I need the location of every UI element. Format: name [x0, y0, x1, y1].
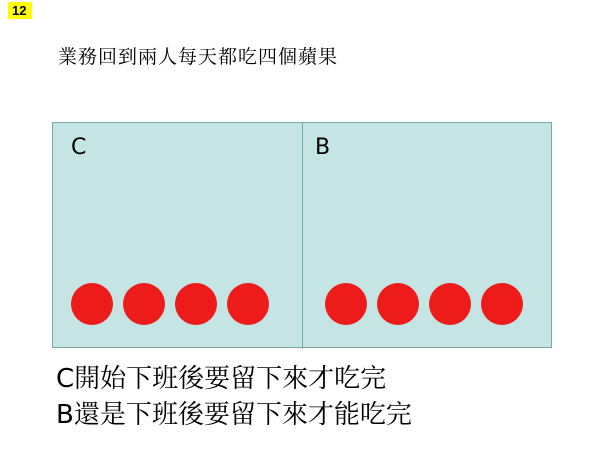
apple-icon	[175, 283, 217, 325]
caption-line-2: B還是下班後要留下來才能吃完	[56, 400, 412, 430]
slide-title: 業務回到兩人每天都吃四個蘋果	[58, 46, 339, 68]
apple-icon	[71, 283, 113, 325]
apple-icon	[377, 283, 419, 325]
page-number-badge: 12	[8, 2, 32, 19]
apple-row-b	[325, 283, 523, 325]
caption-line-1: C開始下班後要留下來才吃完	[56, 364, 387, 394]
apple-icon	[481, 283, 523, 325]
apple-icon	[325, 283, 367, 325]
apple-row-c	[71, 283, 269, 325]
panel-label-c: C	[71, 135, 87, 160]
apple-icon	[227, 283, 269, 325]
apple-icon	[123, 283, 165, 325]
diagram-box	[52, 122, 552, 348]
panel-divider	[302, 123, 303, 349]
apple-icon	[429, 283, 471, 325]
panel-label-b: B	[315, 135, 331, 160]
